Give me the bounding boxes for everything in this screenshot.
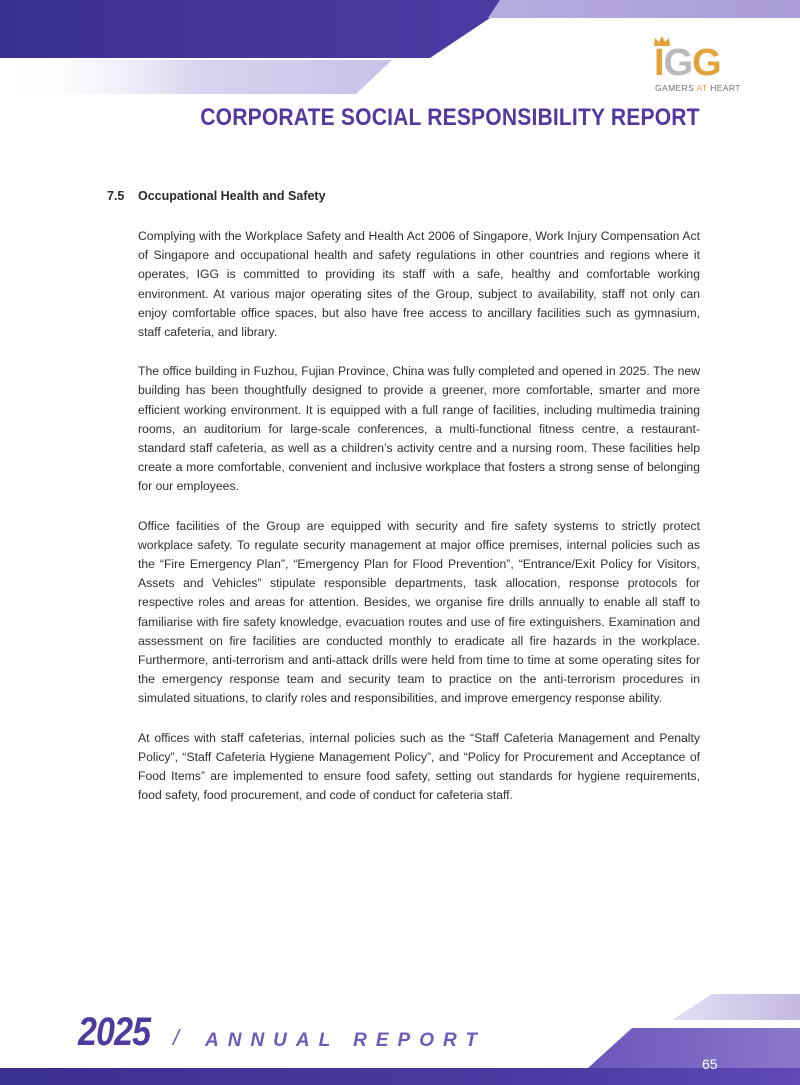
footer-label: ANNUAL REPORT: [205, 1030, 486, 1051]
paragraph: The office building in Fuzhou, Fujian Province, China was fully completed and opened in 2025. The new building has been thoughtfully designed to provide a greener, more comfortable, smarter and more efficient working environment. It is equipped with a full range of facilities, including multimedia training rooms, an auditorium for large-scale conferences, a multi-functional fitness centre, a restaurant-standard staff cafeteria, as well as a children’s activity centre and a nursing room. These facilities help create a more comfortable, convenient and inclusive workplace that fosters a strong sense of belonging for our employees.: [138, 364, 700, 494]
logo-letter-g2: G: [692, 42, 721, 84]
logo-letters: [654, 44, 721, 82]
logo-letter-i: I: [654, 42, 664, 84]
tagline-at: AT: [696, 83, 708, 93]
logo-tagline: [655, 83, 741, 93]
paragraph: At offices with staff cafeterias, internal policies such as the “Staff Cafeteria Management and Penalty Policy”, “Staff Cafeteria Hygiene Management Policy”, and “Policy for Procurement and Acceptance of Food Items” are implemented to ensure food safety, setting out standards for hygiene requirements, food safety, food procurement, and code of conduct for cafeteria staff.: [138, 730, 700, 803]
paragraph: Office facilities of the Group are equipped with security and fire safety systems to strictly protect workplace safety. To regulate security management at major office premises, internal policies such as the “Fire Emergency Plan”, “Emergency Plan for Flood Prevention”, “Entrance/Exit Policy for Visitors, Assets and Vehicles” stipulate responsible departments, task allocation, response protocols for respective roles and areas for attention. Besides, we organise fire drills annually to enable all staff to familiarise with fire safety knowledge, evacuation routes and use of fire extinguishers. Examination and assessment on fire facilities are conducted monthly to eradicate all fire hazards in the workplace. Furthermore, anti-terrorism and anti-attack drills were held from time to time at some operating sites for the emergency response team and security team to practice on the anti-terrorism procedures in simulated situations, to clarify roles and responsibilities, and improve emergency response ability.: [138, 518, 700, 706]
tagline-part: HEART: [707, 83, 741, 93]
section-body: [138, 227, 700, 825]
footer-slash: /: [173, 1025, 180, 1050]
report-title: CORPORATE SOCIAL RESPONSIBILITY REPORT: [200, 104, 700, 131]
paragraph: Complying with the Workplace Safety and Health Act 2006 of Singapore, Work Injury Compensation Act of Singapore and occupational health and safety regulations in other countries and regions where it operates, IGG is committed to providing its staff with a safe, healthy and comfortable working environment. At various major operating sites of the Group, subject to availability, staff not only can enjoy comfortable office spaces, but also have free access to ancillary facilities such as gymnasium, staff cafeteria, and library.: [138, 229, 700, 340]
section-number: 7.5: [107, 189, 125, 203]
footer-year: 2025: [78, 1010, 151, 1054]
tagline-part: GAMERS: [655, 83, 697, 93]
igg-logo: [650, 36, 746, 92]
section-heading: [107, 189, 326, 203]
logo-letter-g1: G: [663, 42, 693, 84]
section-title: Occupational Health and Safety: [138, 189, 326, 203]
page-number: 65: [702, 1056, 718, 1072]
